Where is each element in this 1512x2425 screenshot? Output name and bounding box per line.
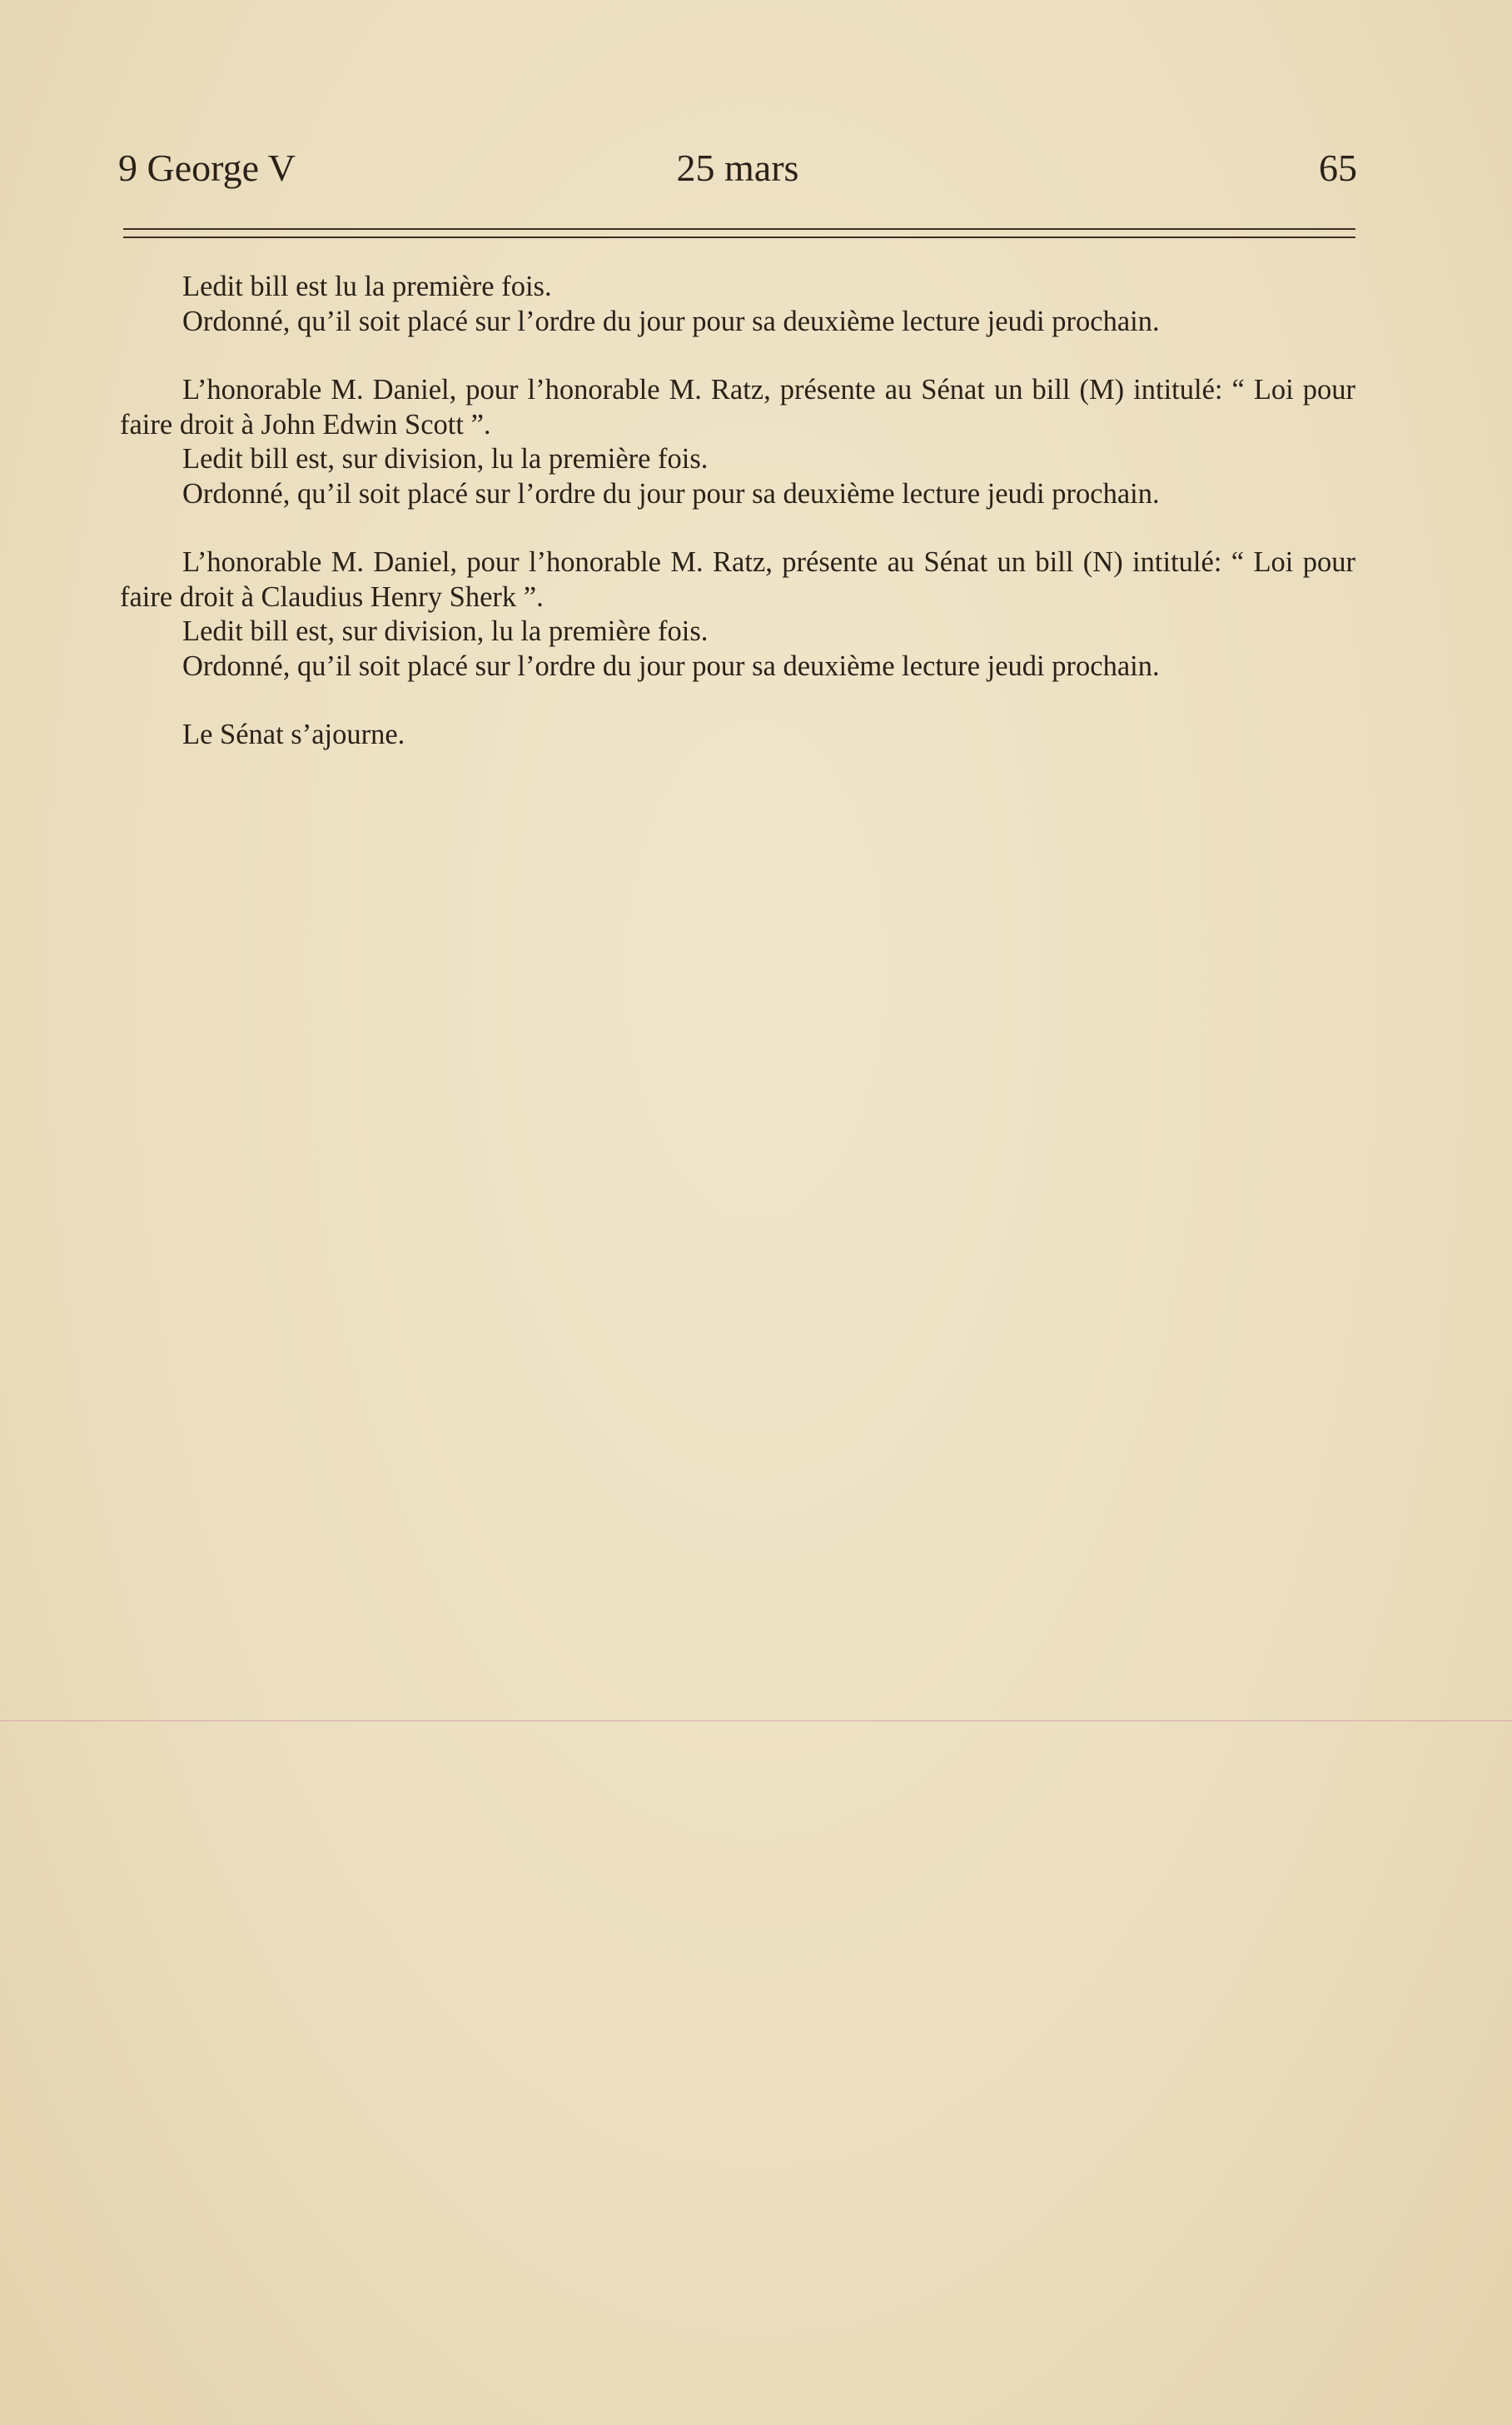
paragraph: Ordonné, qu’il soit placé sur l’ordre du jour pour sa deuxième lecture jeudi prochain. [182,650,1160,682]
header-rule-bottom [123,237,1355,238]
header-session: 9 George V [118,147,296,189]
scan-artifact-line [0,1720,1512,1721]
page-number: 65 [1319,147,1357,189]
journal-entries [120,270,1355,753]
paragraph: Ledit bill est, sur division, lu la première fois. [182,615,709,647]
header-date: 25 mars [676,147,799,189]
header-rule-top [123,228,1355,230]
paragraph: Ledit bill est, sur division, lu la première fois. [182,443,709,475]
paragraph: Ordonné, qu’il soit placé sur l’ordre du jour pour sa deuxième lecture jeudi prochain. [182,477,1160,510]
adjournment-line: Le Sénat s’ajourne. [182,719,405,750]
paragraph: Ledit bill est lu la première fois. [182,271,552,302]
paragraph: Ordonné, qu’il soit placé sur l’ordre du jour pour sa deuxième lecture jeudi prochain. [182,305,1160,337]
paragraph: L’honorable M. Daniel, pour l’honorable M. Ratz, présente au Sénat un bill (M) intitulé: “ Loi pour faire droit à John Edwin Scott ”. [120,374,1355,441]
paragraph: L’honorable M. Daniel, pour l’honorable M. Ratz, présente au Sénat un bill (N) intitulé: “ Loi pour faire droit à Claudius Henry Sherk ”. [120,546,1355,613]
page-header [118,143,1357,193]
